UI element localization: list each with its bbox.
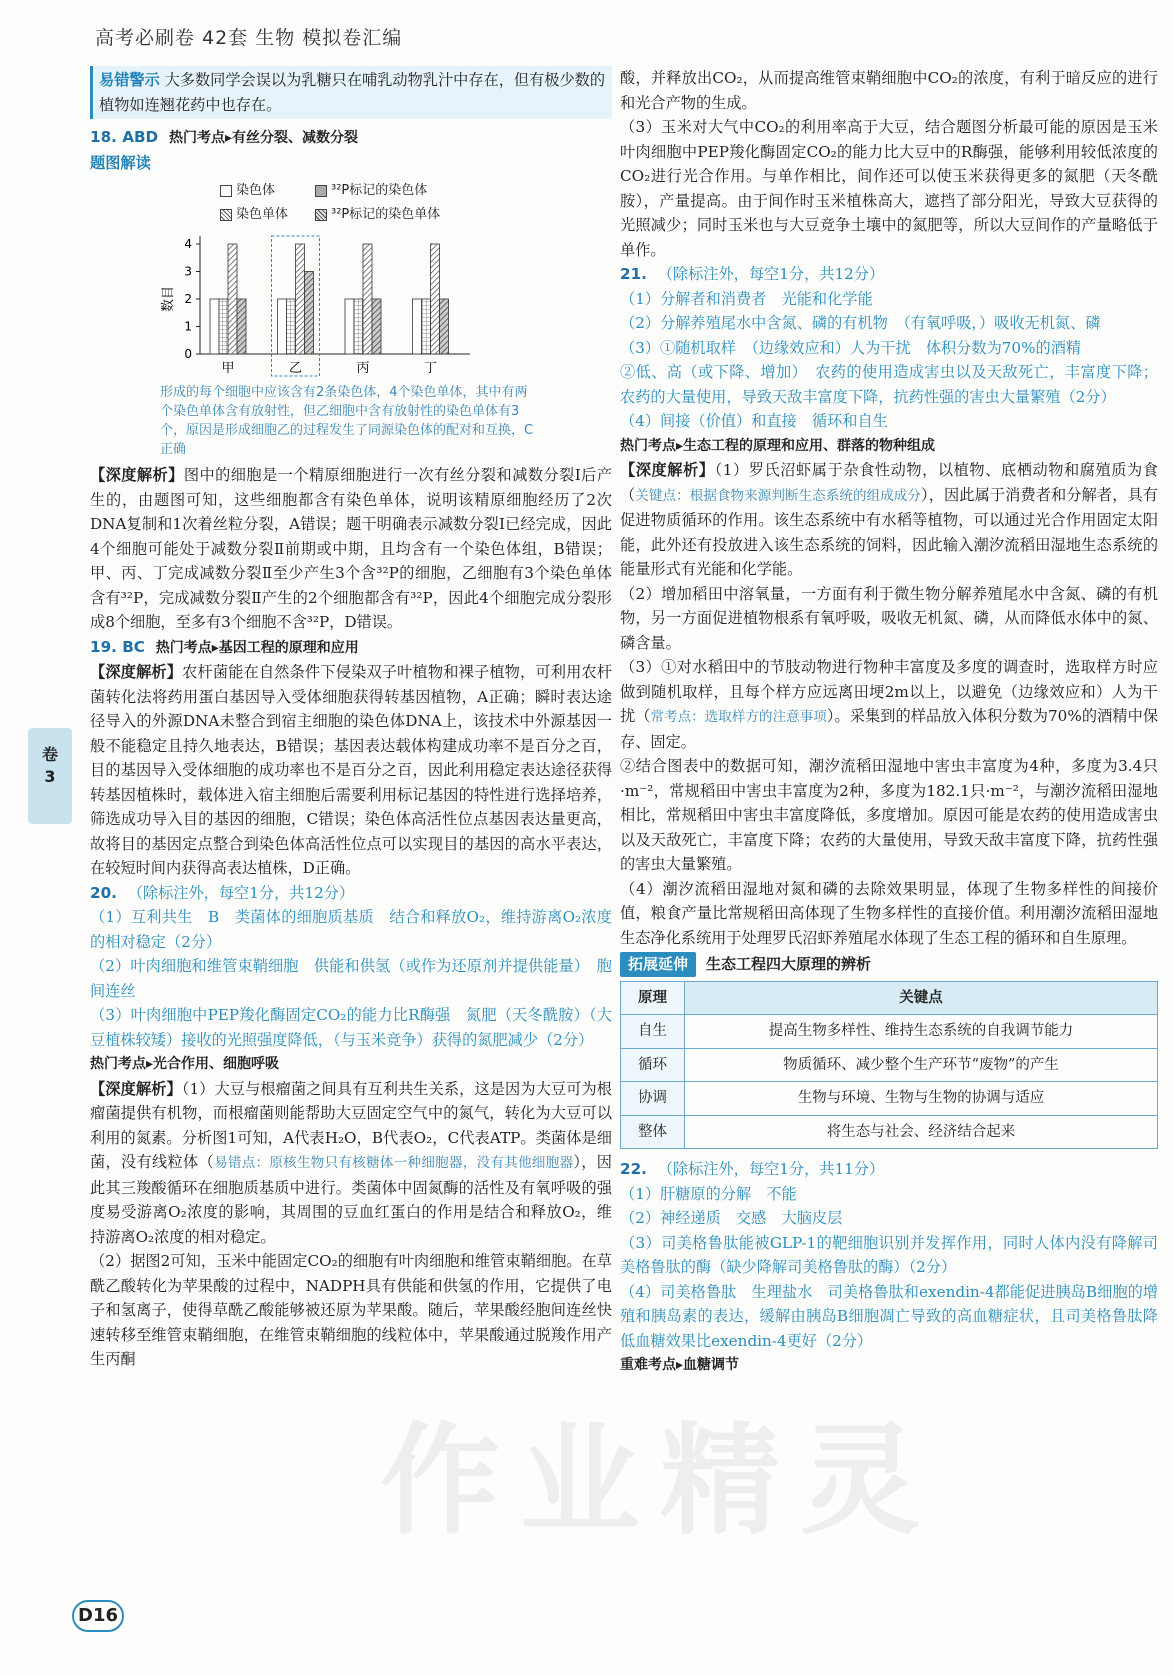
q20-hot-topic: 热门考点▸光合作用、细胞呼吸 [90,1056,280,1072]
legend-swatch [315,209,327,221]
legend-item: ³²P标记的染色体 [315,179,427,204]
q20-analysis-3: （3）玉米对大气中CO₂的利用率高于大豆，结合题图分析最可能的原因是玉米叶肉细胞中PEP羧化酶固定CO₂的能力比大豆中的R酶强，能够利用较低浓度的CO₂进行光合作用。与单作相比，间作还可以使玉米获得更多的氮肥（天冬酰胺），产量提高。由于间作时玉米植株高大，遮挡了部分阳光，导致大豆获得的光照减少；同时玉米也与大豆竞争土壤中的氮肥等，所以大豆间作的产量略低于单作。 [620,118,1158,259]
table-row: 协调 生物与环境、生物与生物的协调与适应 [621,1082,1158,1116]
x-tick-label: 丁 [423,361,438,376]
q18-analysis: 【深度解析】图中的细胞是一个精原细胞进行一次有丝分裂和减数分裂Ⅰ后产生的，由题图可知，这些细胞都含有染色单体，说明该精原细胞经历了2次DNA复制和1次着丝粒分裂，A错误；题干明确表示减数分裂Ⅰ已经完成，因此4个细胞可能处于减数分裂Ⅱ前期或中期，且均含有一个染色体组，B错误；甲、丙、丁完成减数分裂Ⅱ至少产生3个含³²P的细胞，乙细胞有3个染色单体含有³²P，完成减数分裂Ⅱ产生的2个细胞都含有³²P，因此4个细胞完成分裂形成8个细胞，至多有3个细胞不含³²P，D错误。 [90,466,613,631]
page-number: D16 [72,1600,124,1632]
volume-tab: 卷 3 [28,728,72,824]
table-header-row [621,981,1158,1015]
extension-tag: 拓展延伸 [620,952,696,977]
q20-header [90,881,612,906]
bar [413,299,422,354]
y-tick-label: 2 [184,292,192,306]
bar [422,299,431,354]
figure-reading-label: 题图解读 [90,153,151,172]
y-tick-label: 3 [184,264,192,279]
warning-tag: 易错警示 [99,71,160,89]
bar [372,299,381,354]
q22-number: 22. [620,1160,647,1178]
watermark: 作业精灵 [380,1412,940,1551]
legend-swatch [220,209,232,221]
x-tick-label: 甲 [221,361,235,376]
bar [440,299,449,354]
bar [237,299,246,354]
page-header: 高考必刷卷 42套 生物 模拟卷汇编 [95,27,403,49]
y-tick-label: 0 [184,347,192,361]
bar [278,299,287,354]
q21-score-note: （除标注外，每空1分，共12分） [657,265,885,283]
table-header-cell: 关键点 [685,981,1158,1015]
q18-number: 18. ABD [90,128,159,146]
q20-score-note: （除标注外，每空1分，共12分） [127,883,355,902]
extension-title: 生态工程四大原理的辨析 [706,955,872,973]
principles-table [620,981,1158,1150]
q20-analysis-1: 【深度解析】（1）大豆与根瘤菌之间具有互利共生关系，这是因为大豆可为根瘤菌提供有机物，而根瘤菌则能帮助大豆固定空气中的氮气，转化为大豆可以利用的氮素。分析图1可知，A代表H₂O，B代表O₂，C代表ATP。类菌体是细菌，没有线粒体（易错点：原核生物只有核糖体一种细胞器，没有其他细胞器），因此其三羧酸循环在细胞质基质中进行。类菌体中固氮酶的活性及有氧呼吸的强度易受游离O₂浓度的影响，其周围的豆血红蛋白的作用是结合和释放O₂，维持游离O₂浓度的相对稳定。 [90,1079,612,1246]
bar-chart-svg [90,229,510,379]
q19-number: 19. BC [90,637,145,656]
y-tick-label: 1 [184,319,192,334]
q20-analysis-2: （2）据图2可知，玉米中能固定CO₂的细胞有叶肉细胞和维管束鞘细胞。在草酰乙酸转化为苹果酸的过程中，NADPH具有供能和供氢的作用，它提供了电子和氢离子，使得草酰乙酸能够被还原为苹果酸。随后，苹果酸经胞间连丝快速转移至维管束鞘细胞，在维管束鞘细胞的线粒体中，苹果酸通过脱羧作用产生丙酮 [90,1252,612,1368]
q20-answer-3: （3）叶肉细胞中PEP羧化酶固定CO₂的能力比R酶强 氮肥（天冬酰胺）（大豆植株较矮）接收的光照强度降低，（与玉米竞争）获得的氮肥减少（2分） [90,1006,612,1049]
bar [305,272,314,355]
q18-hot-topic: 热门考点▸有丝分裂、减数分裂 [168,130,358,146]
q21-header [620,262,1158,287]
warning-box [90,66,612,119]
legend-swatch [220,185,232,197]
bar [354,299,363,354]
table-header-cell: 原理 [621,981,685,1015]
q22-score-note: （除标注外，每空1分，共11分） [657,1160,885,1178]
x-tick-label: 乙 [288,361,303,376]
bar-chart [90,229,612,379]
q21-answer-1: （1）分解者和消费者 光能和化学能 [620,289,873,308]
q19-hot-topic: 热门考点▸基因工程的原理和应用 [155,639,359,656]
bar [296,244,305,354]
q21-analysis-3: （3）①对水稻田中的节肢动物进行物种丰富度及多度的调查时，选取样方时应做到随机取样，且每个样方应远离田埂2m以上，以避免（边缘效应和）人为干扰（常考点：选取样方的注意事项）。采集到的样品放入体积分数为70%的酒精中保存、固定。 [620,658,1159,751]
q22-hot-topic: 重难考点▸血糖调节 [620,1357,740,1373]
q22-header [620,1157,1158,1182]
bar [431,244,440,354]
left-column [90,66,612,1372]
bar [210,299,219,354]
q21-answer-5: （4）间接（价值）和直接 循环和自生 [620,412,888,430]
q21-analysis-4: ②结合图表中的数据可知，潮汐流稻田湿地中害虫丰富度为4种，多度为3.4只·m⁻²，常规稻田中害虫丰富度为2种，多度为182.1只·m⁻²，与潮汐流稻田湿地相比，常规稻田中害虫丰富度降低，多度增加。原因可能是农药的使用造成害虫以及天敌死亡，丰富度下降；农药的大量使用，导致天敌丰富度下降，抗药性强的害虫大量繁殖。 [620,757,1158,873]
warning-text: 大多数同学会误以为乳糖只在哺乳动物乳汁中存在，但有极少数的植物如连翘花药中也存在。 [99,71,606,114]
bar [228,244,237,354]
q20-answer-2: （2）叶肉细胞和维管束鞘细胞 供能和供氢（或作为还原剂并提供能量） 胞间连丝 [90,957,612,1000]
q21-answer-2: （2）分解养殖尾水中含氮、磷的有机物 （有氧呼吸，）吸收无机氮、磷 [620,314,1101,332]
x-tick-label: 丙 [356,361,370,376]
q20-answer-1: （1）互利共生 B 类菌体的细胞质基质 结合和释放O₂，维持游离O₂浓度的相对稳定（2分） [90,908,612,951]
q22-answer-3: （3）司美格鲁肽能被GLP-1的靶细胞识别并发挥作用，同时人体内没有降解司美格鲁肽的酶（缺少降解司美格鲁肽的酶）（2分） [620,1233,1158,1276]
q21-number: 21. [620,265,647,283]
q22-answer-4: （4）司美格鲁肽 生理盐水 司美格鲁肽和exendin-4都能促进胰岛B细胞的增殖和胰岛素的表达，缓解由胰岛B细胞凋亡导致的高血糖症状，且司美格鲁肽降低血糖效果比exendin-4更好（2分） [620,1282,1158,1350]
chart-legend [220,175,612,229]
chart-annotation: 形成的每个细胞中应该含有2条染色体，4个染色单体，其中有两个染色单体含有放射性，但乙细胞中含有放射性的染色单体有3个，原因是形成细胞乙的过程发生了同源染色体的配对和互换，C正确 [160,385,534,457]
legend-item: 染色单体 [220,203,288,228]
bar [345,299,354,354]
q22-answer-1: （1）肝糖原的分解 不能 [620,1184,797,1203]
q22-answer-2: （2）神经递质 交感 大脑皮层 [620,1209,843,1227]
bar [287,299,296,354]
extension-header [620,952,1158,977]
legend-swatch [315,185,327,197]
q19-header [90,635,612,661]
q21-analysis-2: （2）增加稻田中溶氧量，一方面有利于微生物分解养殖尾水中含氮、磷的有机物，另一方面促进植物根系有氧呼吸，吸收无机氮、磷，从而降低水体中的氮、磷含量。 [620,584,1158,652]
table-row: 循环 物质循环、减少整个生产环节“废物”的产生 [621,1048,1158,1082]
q21-answer-3: （3）①随机取样 （边缘效应和）人为干扰 体积分数为70%的酒精 [620,338,1082,357]
q19-analysis: 【深度解析】农杆菌能在自然条件下侵染双子叶植物和裸子植物，可利用农杆菌转化法将药用蛋白基因导入受体细胞获得转基因植物，A正确；瞬时表达途径导入的外源DNA未整合到宿主细胞的染色体DNA上，该技术中外源基因一般不能稳定且持久地表达，B错误；基因表达载体构建成功率不是百分之百，目的基因导入受体细胞的成功率也不是百分之百，因此利用稳定表达途径获得转基因植株时，载体进入宿主细胞后需要利用标记基因的特性进行选择培养，筛选成功导入目的基因的细胞，C错误；染色体高活性位点基因表达量更高，故将目的基因定点整合到染色体高活性位点可以实现目的基因的高水平表达，在较短时间内获得高表达植株，D正确。 [90,663,613,877]
legend-item: 染色体 [220,179,275,204]
right-column [620,66,1158,1378]
q21-hot-topic: 热门考点▸生态工程的原理和应用、群落的物种组成 [620,437,936,454]
legend-item: ³²P标记的染色单体 [315,203,440,228]
q21-analysis-1: 【深度解析】（1）罗氏沼虾属于杂食性动物，以植物、底栖动物和腐殖质为食（关键点：根据食物来源判断生态系统的组成成分），因此属于消费者和分解者，具有促进物质循环的作用。该生态系统中有水稻等植物，可以通过光合作用固定太阳能，此外还有投放进入该生态系统的饲料，因此输入潮汐流稻田湿地生态系统的能量形式有光能和化学能。 [620,461,1158,578]
bar [363,244,372,354]
y-axis-label: 数目 [161,285,176,313]
q20-analysis-cont: 酸，并释放出CO₂，从而提高维管束鞘细胞中CO₂的浓度，有利于暗反应的进行和光合产物的生成。 [620,69,1158,112]
q21-analysis-5: （4）潮汐流稻田湿地对氮和磷的去除效果明显，体现了生物多样性的间接价值，粮食产量比常规稻田高体现了生物多样性的直接价值。利用潮汐流稻田湿地生态净化系统用于处理罗氏沼虾养殖尾水体现了生态工程的循环和自生原理。 [620,879,1158,947]
q21-answer-4: ②低、高（或下降、增加） 农药的使用造成害虫以及天敌死亡，丰富度下降；农药的大量使用，导致天敌丰富度下降，抗药性强的害虫大量繁殖（2分） [620,363,1158,406]
q20-number: 20. [90,883,117,902]
bar [219,299,228,354]
y-tick-label: 4 [184,237,192,251]
q18-header [90,125,612,151]
table-row: 自生 提高生物多样性、维持生态系统的自我调节能力 [621,1015,1158,1049]
table-row: 整体 将生态与社会、经济结合起来 [621,1115,1158,1149]
